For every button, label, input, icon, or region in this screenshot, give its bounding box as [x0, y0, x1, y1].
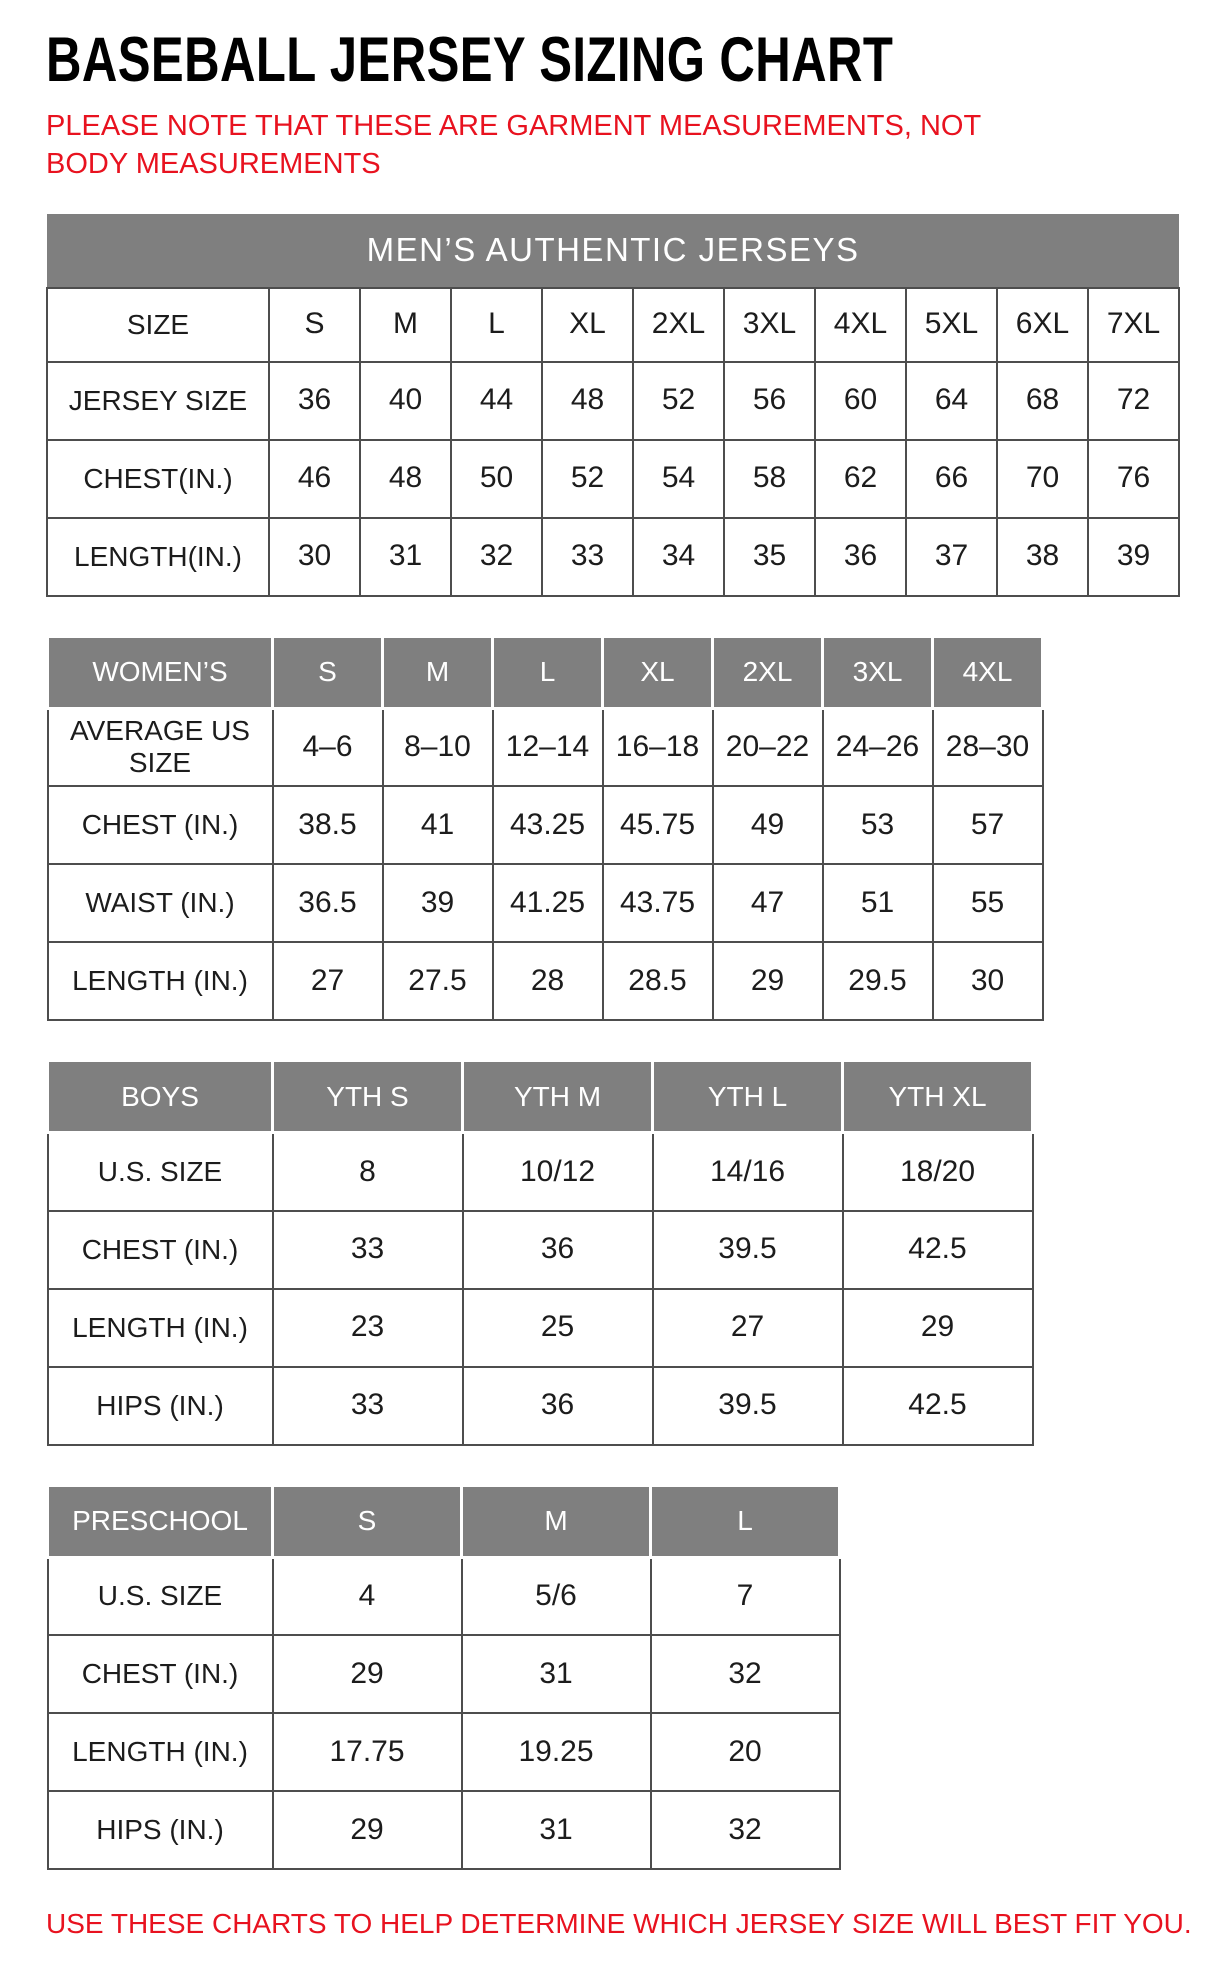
header-label: SIZE — [47, 288, 269, 362]
value-cell: 55 — [933, 864, 1043, 942]
column-header: 2XL — [713, 636, 823, 708]
row-label: CHEST(IN.) — [47, 440, 269, 518]
value-cell: 31 — [360, 518, 451, 596]
womens-table — [46, 635, 1044, 1022]
row-label: LENGTH(IN.) — [47, 518, 269, 596]
table-row — [48, 1713, 840, 1791]
table-row — [48, 864, 1043, 942]
value-cell: 54 — [633, 440, 724, 518]
column-header: 5XL — [906, 288, 997, 362]
value-cell: 43.25 — [493, 786, 603, 864]
page-title: BASEBALL JERSEY SIZING CHART — [46, 25, 894, 95]
column-header: YTH M — [463, 1061, 653, 1133]
value-cell: 27.5 — [383, 942, 493, 1020]
column-header: L — [451, 288, 542, 362]
value-cell: 14/16 — [653, 1133, 843, 1211]
row-label: LENGTH (IN.) — [48, 942, 273, 1020]
value-cell: 7 — [651, 1557, 840, 1635]
value-cell: 76 — [1088, 440, 1179, 518]
value-cell: 44 — [451, 362, 542, 440]
footer-note: USE THESE CHARTS TO HELP DETERMINE WHICH JERSEY SIZE WILL BEST FIT YOU. — [46, 1908, 1192, 1940]
value-cell: 38 — [997, 518, 1088, 596]
header-label: BOYS — [48, 1061, 273, 1133]
row-label: U.S. SIZE — [48, 1557, 273, 1635]
value-cell: 32 — [451, 518, 542, 596]
row-label: CHEST (IN.) — [48, 786, 273, 864]
column-header: M — [383, 636, 493, 708]
value-cell: 17.75 — [273, 1713, 462, 1791]
column-header: S — [273, 636, 383, 708]
column-header: YTH XL — [843, 1061, 1033, 1133]
row-label: LENGTH (IN.) — [48, 1713, 273, 1791]
value-cell: 42.5 — [843, 1367, 1033, 1445]
value-cell: 49 — [713, 786, 823, 864]
table-row — [48, 1367, 1033, 1445]
table-row — [48, 1557, 840, 1635]
value-cell: 29 — [843, 1289, 1033, 1367]
column-header: 6XL — [997, 288, 1088, 362]
value-cell: 51 — [823, 864, 933, 942]
row-label: HIPS (IN.) — [48, 1791, 273, 1869]
header-label: WOMEN’S — [48, 636, 273, 708]
value-cell: 4–6 — [273, 708, 383, 786]
boys-table — [46, 1059, 1034, 1446]
value-cell: 27 — [273, 942, 383, 1020]
mens-table-section — [46, 214, 1180, 597]
column-header: 3XL — [823, 636, 933, 708]
value-cell: 18/20 — [843, 1133, 1033, 1211]
header-row — [48, 636, 1043, 708]
value-cell: 50 — [451, 440, 542, 518]
value-cell: 32 — [651, 1791, 840, 1869]
value-cell: 62 — [815, 440, 906, 518]
table-row — [48, 1211, 1033, 1289]
value-cell: 43.75 — [603, 864, 713, 942]
value-cell: 53 — [823, 786, 933, 864]
column-header: XL — [603, 636, 713, 708]
row-label: U.S. SIZE — [48, 1133, 273, 1211]
value-cell: 70 — [997, 440, 1088, 518]
value-cell: 29 — [273, 1791, 462, 1869]
value-cell: 72 — [1088, 362, 1179, 440]
table-row — [48, 942, 1043, 1020]
value-cell: 20 — [651, 1713, 840, 1791]
value-cell: 30 — [933, 942, 1043, 1020]
value-cell: 47 — [713, 864, 823, 942]
banner-row — [47, 214, 1179, 288]
header-row — [48, 1485, 840, 1557]
value-cell: 57 — [933, 786, 1043, 864]
value-cell: 5/6 — [462, 1557, 651, 1635]
value-cell: 20–22 — [713, 708, 823, 786]
preschool-table-section — [46, 1484, 1180, 1871]
value-cell: 12–14 — [493, 708, 603, 786]
table-row — [47, 362, 1179, 440]
value-cell: 56 — [724, 362, 815, 440]
value-cell: 39.5 — [653, 1367, 843, 1445]
garment-measurements-note: PLEASE NOTE THAT THESE ARE GARMENT MEASUREMENTS, NOT BODY MEASUREMENTS — [46, 110, 981, 180]
value-cell: 48 — [360, 440, 451, 518]
column-header: 4XL — [815, 288, 906, 362]
preschool-table — [46, 1484, 841, 1871]
womens-table-section — [46, 635, 1180, 1022]
value-cell: 60 — [815, 362, 906, 440]
column-header: S — [273, 1485, 462, 1557]
value-cell: 23 — [273, 1289, 463, 1367]
value-cell: 48 — [542, 362, 633, 440]
value-cell: 4 — [273, 1557, 462, 1635]
value-cell: 36 — [463, 1367, 653, 1445]
column-header: YTH L — [653, 1061, 843, 1133]
value-cell: 39.5 — [653, 1211, 843, 1289]
header-label: PRESCHOOL — [48, 1485, 273, 1557]
value-cell: 25 — [463, 1289, 653, 1367]
table-row — [48, 786, 1043, 864]
value-cell: 52 — [633, 362, 724, 440]
value-cell: 45.75 — [603, 786, 713, 864]
value-cell: 28.5 — [603, 942, 713, 1020]
table-row — [47, 440, 1179, 518]
row-label: CHEST (IN.) — [48, 1211, 273, 1289]
row-label: AVERAGE US SIZE — [48, 708, 273, 786]
value-cell: 28 — [493, 942, 603, 1020]
value-cell: 41.25 — [493, 864, 603, 942]
value-cell: 52 — [542, 440, 633, 518]
value-cell: 33 — [542, 518, 633, 596]
column-header: 7XL — [1088, 288, 1179, 362]
value-cell: 29 — [713, 942, 823, 1020]
value-cell: 58 — [724, 440, 815, 518]
table-row — [48, 1133, 1033, 1211]
value-cell: 36.5 — [273, 864, 383, 942]
column-header: S — [269, 288, 360, 362]
value-cell: 16–18 — [603, 708, 713, 786]
value-cell: 35 — [724, 518, 815, 596]
value-cell: 29 — [273, 1635, 462, 1713]
mens-authentic-jerseys-banner: MEN’S AUTHENTIC JERSEYS — [47, 214, 1179, 288]
value-cell: 39 — [1088, 518, 1179, 596]
column-header: M — [360, 288, 451, 362]
value-cell: 64 — [906, 362, 997, 440]
row-label: WAIST (IN.) — [48, 864, 273, 942]
column-header: M — [462, 1485, 651, 1557]
row-label: CHEST (IN.) — [48, 1635, 273, 1713]
value-cell: 36 — [269, 362, 360, 440]
value-cell: 33 — [273, 1211, 463, 1289]
value-cell: 32 — [651, 1635, 840, 1713]
value-cell: 41 — [383, 786, 493, 864]
value-cell: 24–26 — [823, 708, 933, 786]
column-header: XL — [542, 288, 633, 362]
value-cell: 28–30 — [933, 708, 1043, 786]
value-cell: 66 — [906, 440, 997, 518]
column-header: 4XL — [933, 636, 1043, 708]
table-row — [48, 1791, 840, 1869]
value-cell: 27 — [653, 1289, 843, 1367]
row-label: JERSEY SIZE — [47, 362, 269, 440]
value-cell: 37 — [906, 518, 997, 596]
row-label: HIPS (IN.) — [48, 1367, 273, 1445]
table-row — [48, 1289, 1033, 1367]
column-header: L — [493, 636, 603, 708]
value-cell: 8 — [273, 1133, 463, 1211]
value-cell: 36 — [815, 518, 906, 596]
value-cell: 42.5 — [843, 1211, 1033, 1289]
column-header: 3XL — [724, 288, 815, 362]
value-cell: 38.5 — [273, 786, 383, 864]
value-cell: 29.5 — [823, 942, 933, 1020]
value-cell: 34 — [633, 518, 724, 596]
value-cell: 19.25 — [462, 1713, 651, 1791]
header-row — [47, 288, 1179, 362]
column-header: L — [651, 1485, 840, 1557]
value-cell: 8–10 — [383, 708, 493, 786]
table-row — [47, 518, 1179, 596]
column-header: 2XL — [633, 288, 724, 362]
header-row — [48, 1061, 1033, 1133]
boys-table-section — [46, 1059, 1180, 1446]
value-cell: 33 — [273, 1367, 463, 1445]
value-cell: 68 — [997, 362, 1088, 440]
mens-authentic-jerseys-table — [46, 214, 1180, 597]
value-cell: 31 — [462, 1635, 651, 1713]
value-cell: 10/12 — [463, 1133, 653, 1211]
column-header: YTH S — [273, 1061, 463, 1133]
value-cell: 36 — [463, 1211, 653, 1289]
value-cell: 31 — [462, 1791, 651, 1869]
value-cell: 40 — [360, 362, 451, 440]
table-row — [48, 1635, 840, 1713]
value-cell: 30 — [269, 518, 360, 596]
value-cell: 39 — [383, 864, 493, 942]
table-row — [48, 708, 1043, 786]
value-cell: 46 — [269, 440, 360, 518]
row-label: LENGTH (IN.) — [48, 1289, 273, 1367]
